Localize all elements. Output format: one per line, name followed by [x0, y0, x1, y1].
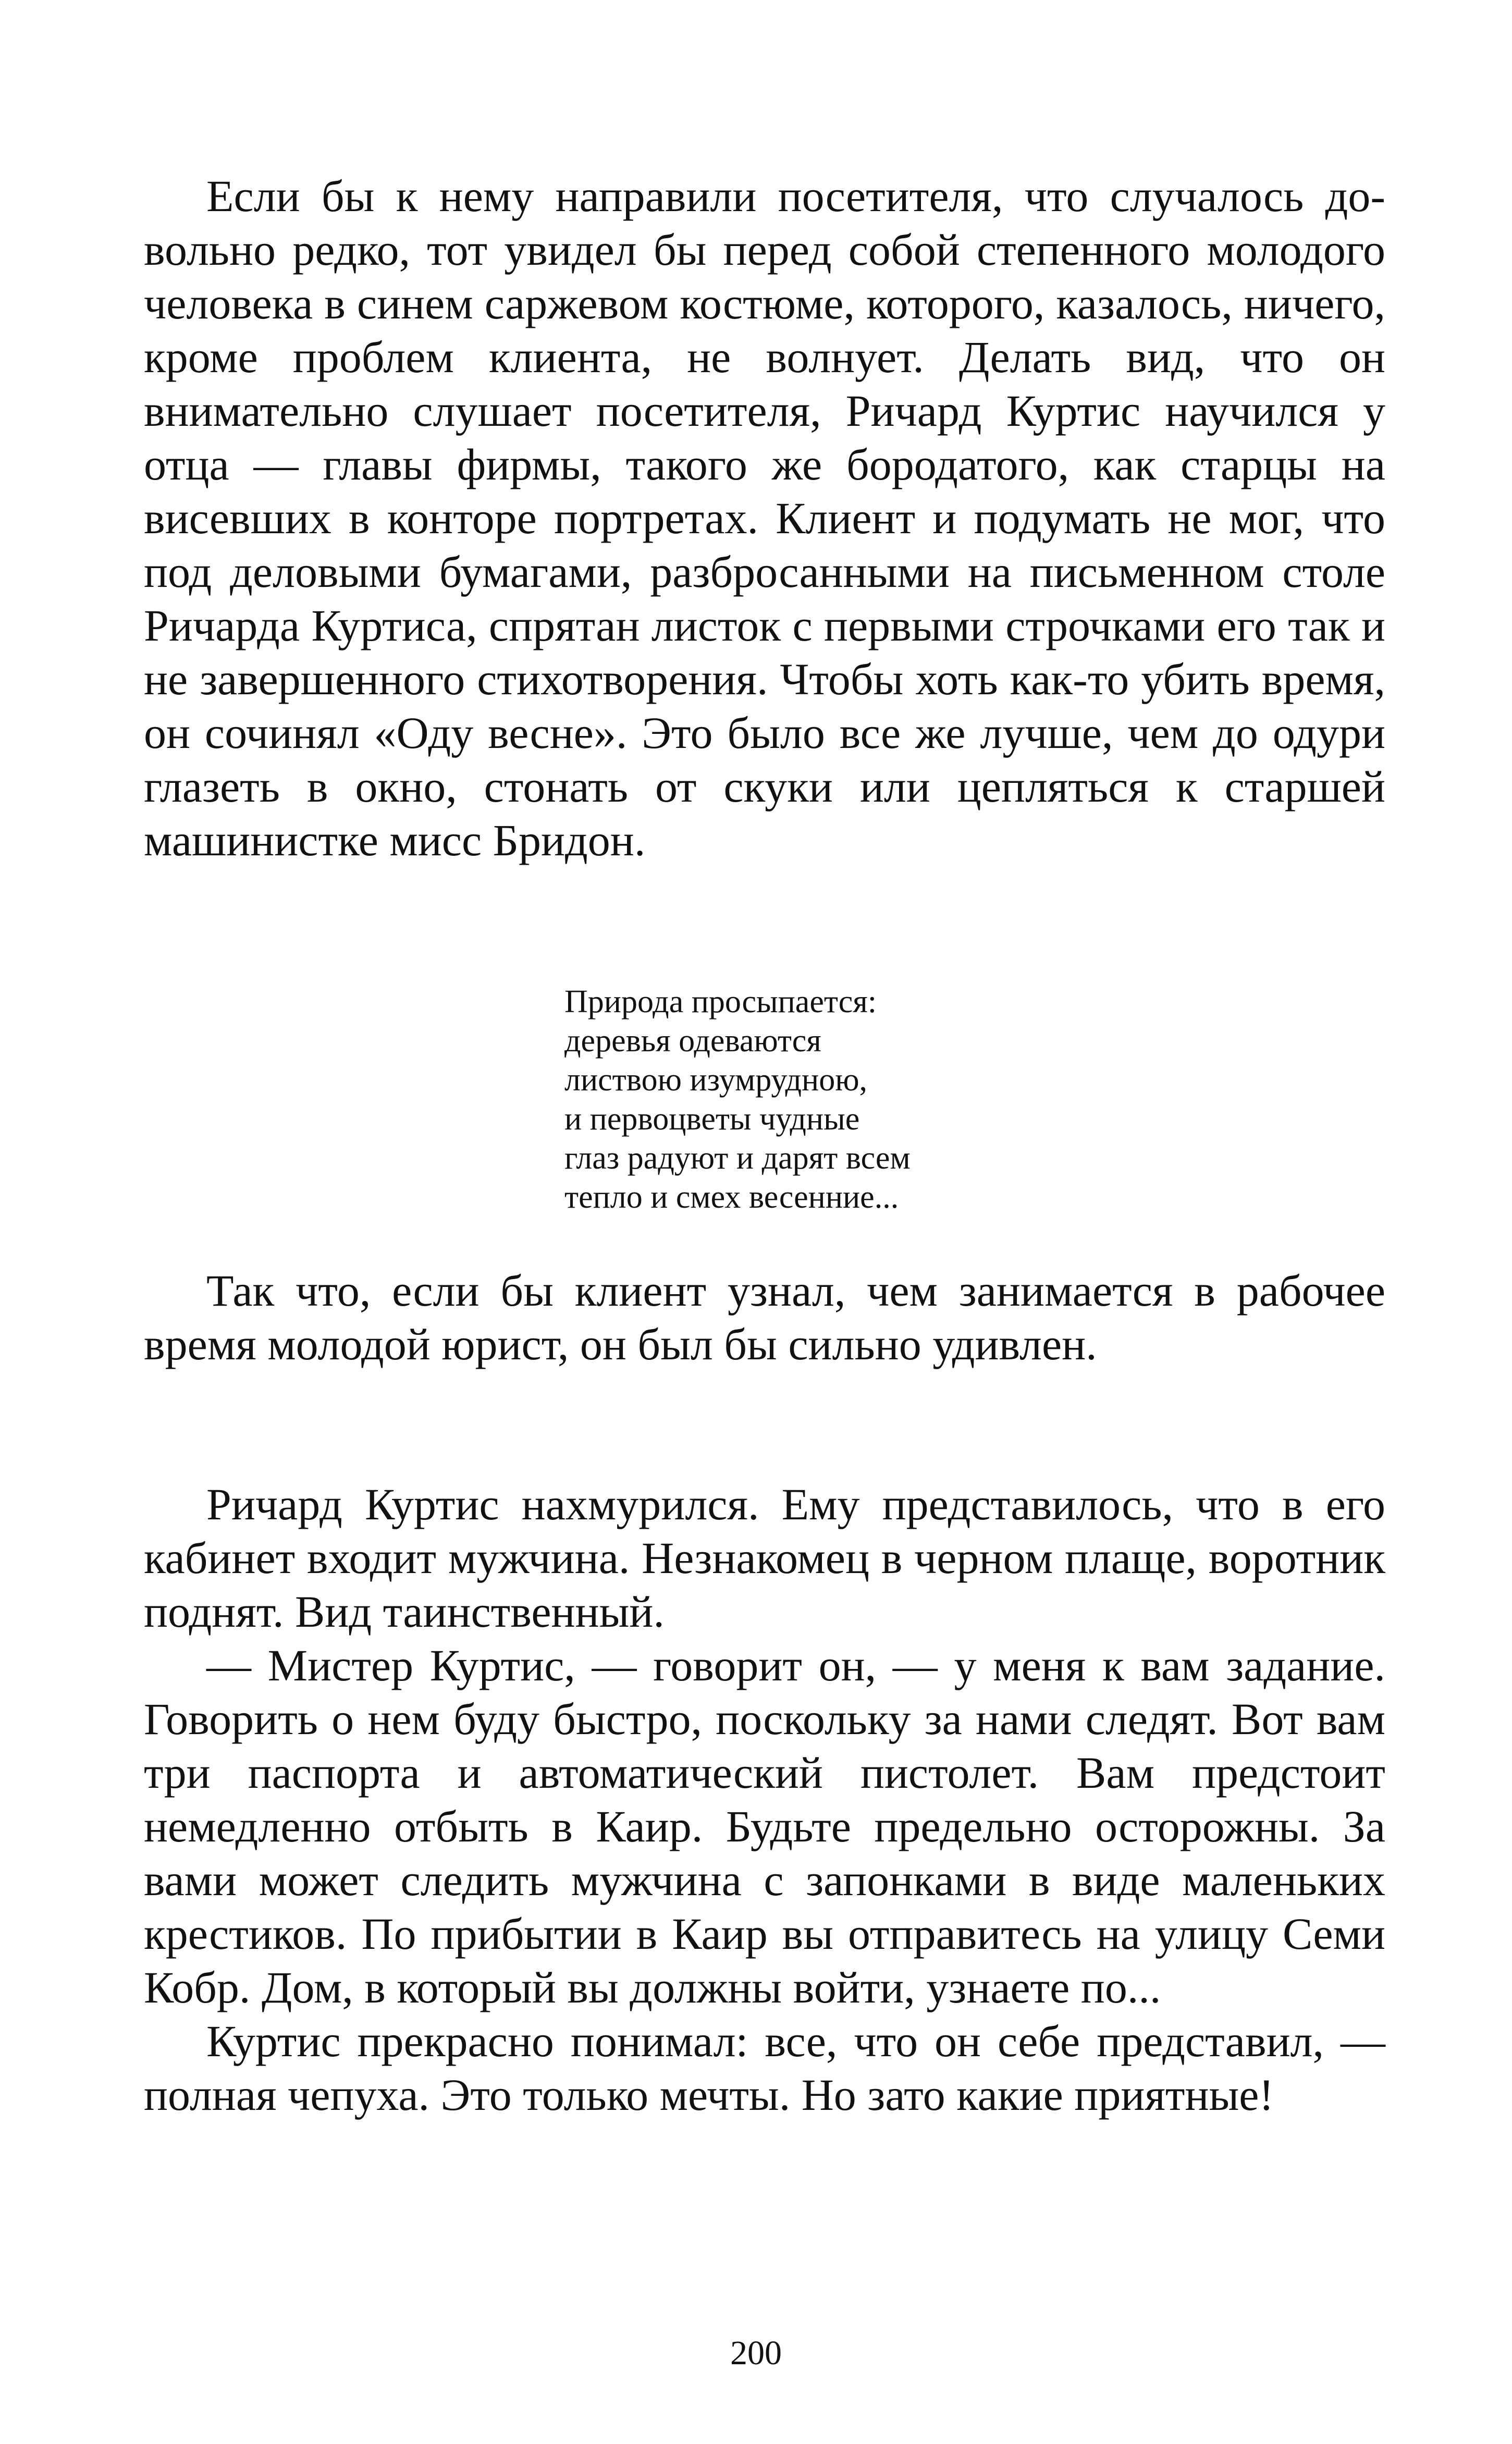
text-block-opening [144, 169, 1385, 867]
poem-line: глаз радуют и дарят всем [564, 1140, 911, 1176]
poem-line: листвою изумрудною, [564, 1062, 868, 1098]
paragraph: Так что, если бы клиент узнал, чем занимается в рабочее время молодой юрист, он был бы сильно удивлен. [144, 1266, 1385, 1369]
poem-line: и первоцветы чудные [564, 1101, 860, 1137]
text-block-scene [144, 1478, 1385, 2122]
poem-stanza [564, 982, 1034, 1217]
paragraph: Ричард Куртис нахмурился. Ему представилось, что в его кабинет входит мужчина. Незнакомец в черном плаще, воротник поднят. Вид таинственный. [144, 1479, 1385, 1637]
poem-line: деревья одеваются [564, 1023, 821, 1059]
paragraph: — Мистер Куртис, — говорит он, — у меня к вам задание. Говорить о нем буду быстро, поскольку за нами следят. Вот вам три паспорта и автоматический пистолет. Вам предстоит немедленно отбыть в Каир. Будьте предельно осторожны. За вами может следить мужчина с запонками в виде маленьких крестиков. По прибытии в Каир вы отправитесь на улицу Семи Кобр. Дом, в который вы должны войти, узнаете по... [144, 1640, 1385, 2012]
text-block-after-poem [144, 1264, 1385, 1371]
poem-line: тепло и смех весенние... [564, 1180, 899, 1215]
paragraph: Если бы к нему направили посетителя, что случалось довольно редко, тот увидел бы перед собой степенного молодого человека в синем саржевом костюме, которого, казалось, ничего, кроме проблем клиента, не волнует. Делать вид, что он внимательно слушает посетителя, Ричард Куртис научился у отца — главы фирмы, такого же бородатого, как старцы на висевших в конторе портретах. Клиент и подумать не мог, что под деловыми бумагами, разбросанными на письменном столе Ричарда Куртиса, спрятан листок с первыми строчками его так и не завершенного стихотворения. Чтобы хоть как-то убить время, он сочинял «Оду весне». Это было все же лучше, чем до одури глазеть в окно, стонать от скуки или цепляться к старшей машинистке мисс Бридон. [144, 171, 1385, 865]
poem-line: Природа просыпается: [564, 984, 877, 1020]
page-number: 200 [730, 2334, 782, 2372]
paragraph: Куртис прекрасно понимал: все, что он себе представил, — полная чепуха. Это только мечты. Но зато какие приятные! [144, 2016, 1385, 2120]
